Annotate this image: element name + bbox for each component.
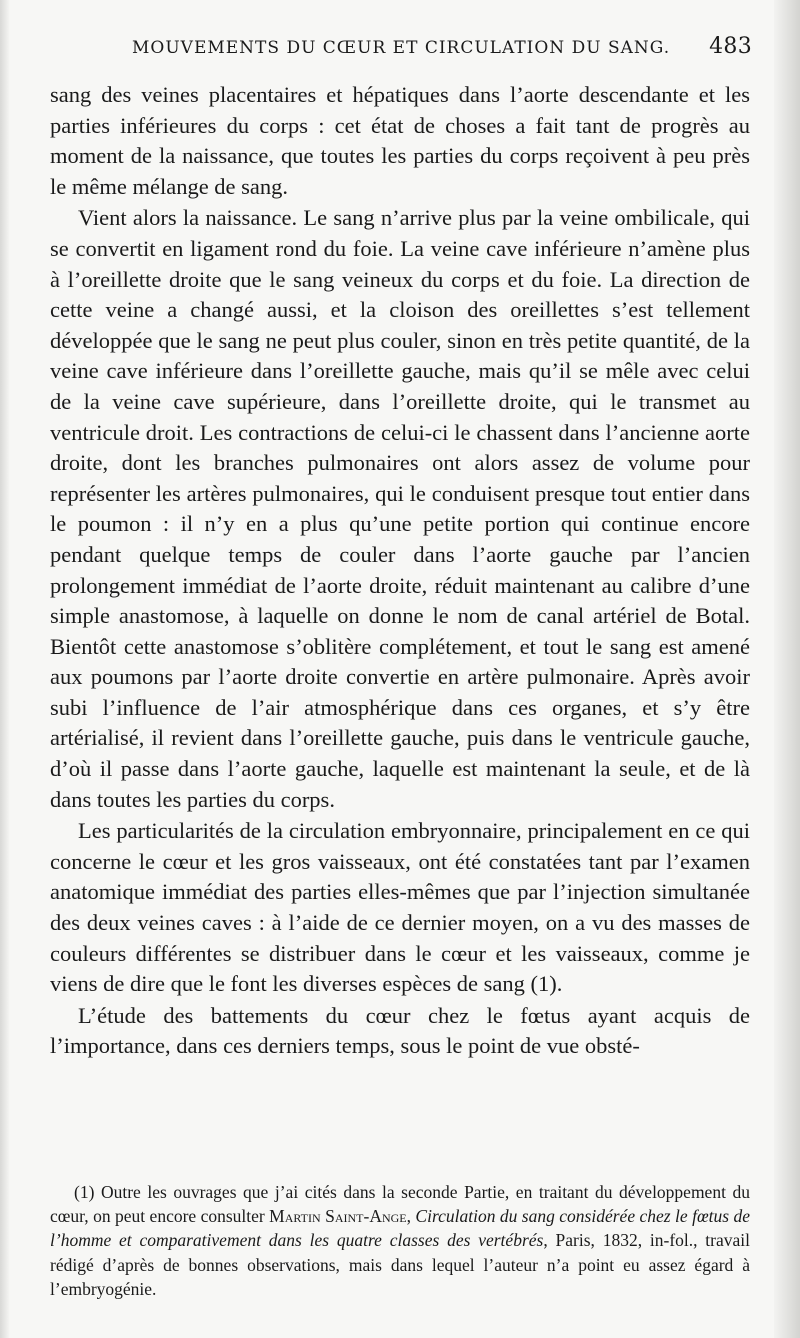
footnote bbox=[50, 1180, 750, 1301]
page-number: 483 bbox=[709, 34, 752, 59]
footnote-separator: , bbox=[406, 1206, 416, 1227]
page-edge-left bbox=[0, 0, 10, 1338]
main-text bbox=[50, 80, 750, 1062]
footnote-author: Martin Saint-Ange bbox=[269, 1206, 407, 1227]
running-title: MOUVEMENTS DU CŒUR ET CIRCULATION DU SANG. bbox=[132, 38, 671, 58]
footnote-work-title: Circulation du sang considérée chez le fœtus de l’homme et comparativement dans les quatre classes des vertébrés bbox=[50, 1206, 750, 1251]
paragraph: Les particularités de la circulation embryonnaire, principalement en ce qui concerne le cœur et les gros vaisseaux, ont été constatées tant par l’examen anatomique immédiat des parties elles-mêmes que par l’injection simultanée des deux veines caves : à l’aide de ce dernier moyen, on a vu des masses de couleurs différentes se distribuer dans le cœur et les vaisseaux, comme je viens de dire que le font les diverses espèces de sang (1). bbox=[50, 818, 750, 997]
footnote-text-before: Outre les ouvrages que j’ai cités dans la seconde Partie, en traitant du développement du cœur, on peut encore consulter bbox=[50, 1182, 750, 1227]
footnote-text bbox=[50, 1180, 750, 1301]
footnote-text-after: , Paris, 1832, in-fol., travail rédigé d’après de bonnes observations, mais dans lequel l’auteur n’a point eu assez égard à l’embryogénie. bbox=[50, 1230, 751, 1299]
paragraph: L’étude des battements du cœur chez le fœtus ayant acquis de l’importance, dans ces derniers temps, sous le point de vue obsté- bbox=[50, 1002, 750, 1059]
footnote-marker: (1) bbox=[74, 1182, 95, 1202]
paragraph-continued: sang des veines placentaires et hépatiques dans l’aorte descendante et les parties inférieures du corps : cet état de choses a fait tant de progrès au moment de la naissance, que toutes les parties du corps reçoivent à peu près le même mélange de sang. bbox=[50, 82, 750, 199]
page-edge-right bbox=[774, 0, 800, 1338]
paragraph: Vient alors la naissance. Le sang n’arrive plus par la veine ombilicale, qui se convertit en ligament rond du foie. La veine cave inférieure n’amène plus à l’oreillette droite que le sang veineux du corps et du foie. La direction de cette veine a changé aussi, et la cloison des oreillettes s’est tellement développée que le sang ne peut plus couler, sinon en très petite quantité, de la veine cave inférieure dans l’oreillette gauche, mais qu’il se mêle avec celui de la veine cave supérieure, dans l’oreillette droite, qui le transmet au ventricule droit. Les contractions de celui-ci le chassent dans l’ancienne aorte droite, dont les branches pulmonaires ont alors assez de volume pour représenter les artères pulmonaires, qui le conduisent presque tout entier dans le poumon : il n’y en a plus qu’une petite portion qui continue encore pendant quelque temps de couler dans l’aorte gauche par l’ancien prolongement immédiat de l’aorte droite, réduit maintenant au calibre d’une simple anastomose, à laquelle on donne le nom de canal artériel de Botal. Bientôt cette anastomose s’oblitère complétement, et tout le sang est amené aux poumons par l’aorte droite convertie en artère pulmonaire. Après avoir subi l’influence de l’air atmosphérique dans ces organes, et s’y être artérialisé, il revient dans l’oreillette gauche, puis dans le ventricule gauche, d’où il passe dans l’aorte gauche, laquelle est maintenant la seule, et de là dans toutes les parties du corps. bbox=[50, 205, 750, 812]
